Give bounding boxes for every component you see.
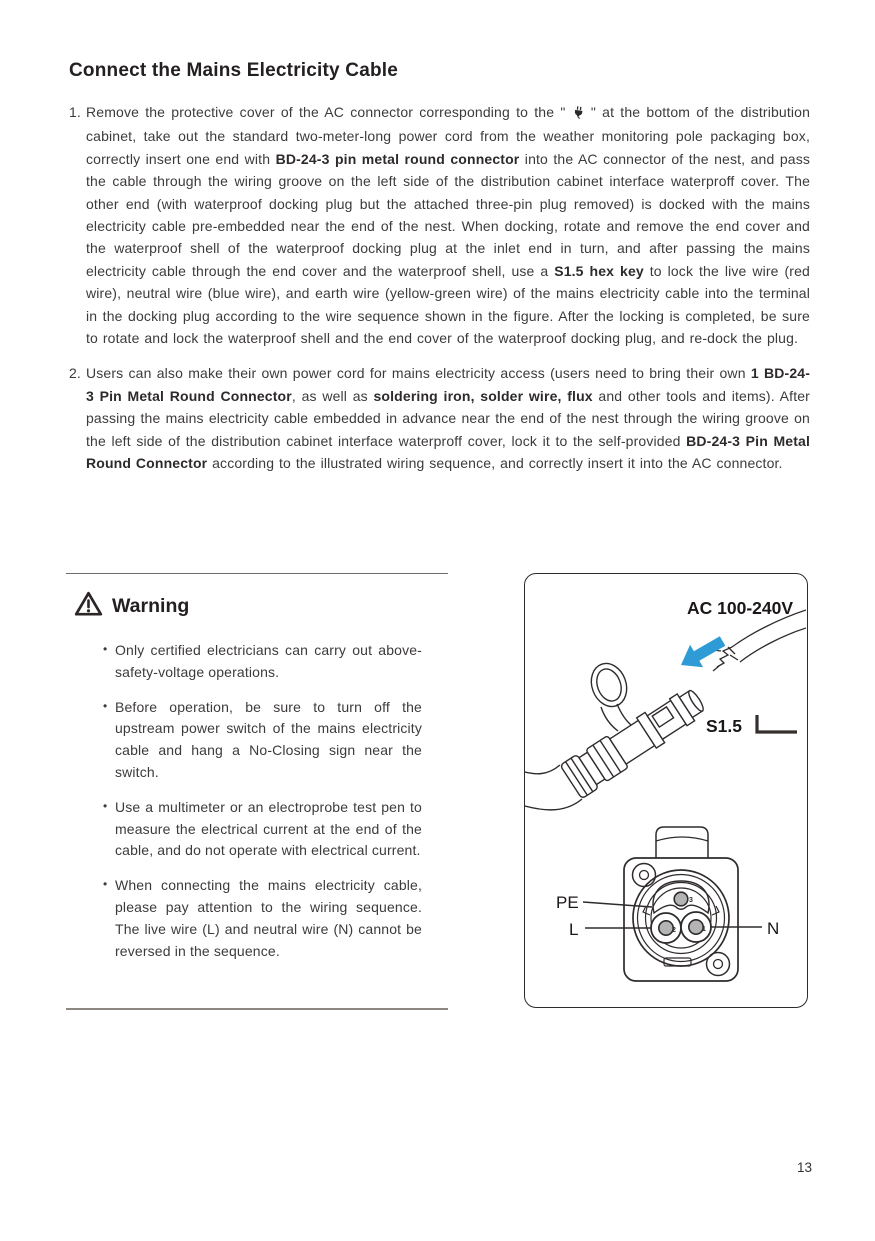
pin-number-live: 2 bbox=[672, 927, 676, 934]
frayed-cable-drawing bbox=[713, 610, 806, 671]
item2-text-b: , as well as bbox=[291, 387, 374, 404]
item1-bold-hexkey: S1.5 hex key bbox=[554, 262, 644, 279]
item1-text-b: " at the bottom of the distribution cabinet, take out the standard two-meter-long power cord from the weather monitoring pole packaging box, correctly insert one end with bbox=[86, 104, 811, 167]
warning-list bbox=[103, 640, 422, 962]
power-plug-icon bbox=[572, 103, 585, 125]
socket-pins bbox=[651, 892, 711, 943]
warning-item-2: • Before operation, be sure to turn off the upstream power switch of the mains electricity cable and hang a No-Closing sign near the switch. bbox=[103, 697, 422, 784]
item1-text-a: Remove the protective cover of the AC connector corresponding to the " bbox=[86, 104, 572, 120]
item2-bold-connector: 1 BD-24-3 Pin Metal Round Connector bbox=[86, 365, 811, 404]
pe-label: PE bbox=[556, 893, 579, 912]
item2-bold-connector2: BD-24-3 Pin Metal Round Connector bbox=[86, 432, 810, 472]
list-marker-1: 1. bbox=[69, 104, 81, 120]
hex-key-size-label: S1.5 bbox=[706, 716, 742, 736]
item1-bold-connector: BD-24-3 pin metal round connector bbox=[275, 150, 520, 167]
list-marker-2: 2. bbox=[69, 365, 81, 382]
connector-illustration bbox=[525, 574, 806, 1006]
item2-text-c: and other tools and items). After passing the mains electricity cable embedded in advance near the end of the nest through the wiring groove on the left side of the distribution cabinet interface waterproff cover, lock it to the self-provided bbox=[86, 387, 810, 449]
warning-triangle-icon bbox=[73, 590, 104, 622]
round-connector-drawing bbox=[560, 682, 710, 799]
voltage-label: AC 100-240V bbox=[687, 598, 794, 618]
warning-header bbox=[73, 590, 448, 622]
item1-text-c: into the AC connector of the nest, and pass the cable through the wiring groove on the left side of the distribution cabinet interface waterproff cover. The other end (with waterproof docking plug but the attached three-pin plug removed) is docked with the mains electricity cable pre-embedded near the end of the nest. When docking, rotate and remove the end cover and the waterproof shell of the waterproof docking plug at the inlet end in turn, and after passing the mains electricity cable through the end cover and the waterproof shell, use a bbox=[86, 150, 810, 279]
instruction-list bbox=[69, 101, 810, 475]
warning-title: Warning bbox=[112, 594, 190, 617]
hex-key-icon bbox=[757, 715, 797, 732]
warning-section bbox=[66, 573, 448, 1010]
live-label: L bbox=[569, 920, 579, 939]
direction-arrow-icon bbox=[675, 630, 730, 677]
page-title: Connect the Mains Electricity Cable bbox=[69, 60, 399, 81]
warning-item-1: • Only certified electricians can carry out above-safety-voltage operations. bbox=[103, 640, 422, 684]
pin-number-neutral: 1 bbox=[702, 926, 706, 933]
warning-item-4: • When connecting the mains electricity cable, please pay attention to the wiring sequence. The live wire (L) and neutral wire (N) cannot be reversed in the sequence. bbox=[103, 875, 422, 962]
item2-text-a: Users can also make their own power cord for mains electricity access (users need to bring their own bbox=[86, 365, 751, 382]
protective-cap-drawing bbox=[586, 659, 633, 731]
wiring-figure bbox=[524, 573, 808, 1008]
instruction-item-2 bbox=[69, 362, 810, 474]
item2-bold-tools: soldering iron, solder wire, flux bbox=[373, 387, 593, 404]
warning-item-3: • Use a multimeter or an electroprobe test pen to measure the electrical current at the end of the cable, and do not operate with electrical current. bbox=[103, 797, 422, 862]
item1-text-d: to lock the live wire (red wire), neutral wire (blue wire), and earth wire (yellow-green wire) of the mains electricity cable into the terminal in the docking plug according to the wire sequence shown in the figure. After the locking is completed, be sure to rotate and lock the waterproof shell and the end cover of the waterproof docking plug, and re-dock the plug. bbox=[86, 262, 810, 347]
instruction-item-1 bbox=[69, 101, 810, 349]
page-number: 13 bbox=[797, 1160, 813, 1175]
item2-text-d: according to the illustrated wiring sequence, and correctly insert it into the AC connector. bbox=[207, 455, 783, 472]
neutral-label: N bbox=[767, 919, 780, 938]
pin-number-pe: 3 bbox=[689, 897, 693, 904]
